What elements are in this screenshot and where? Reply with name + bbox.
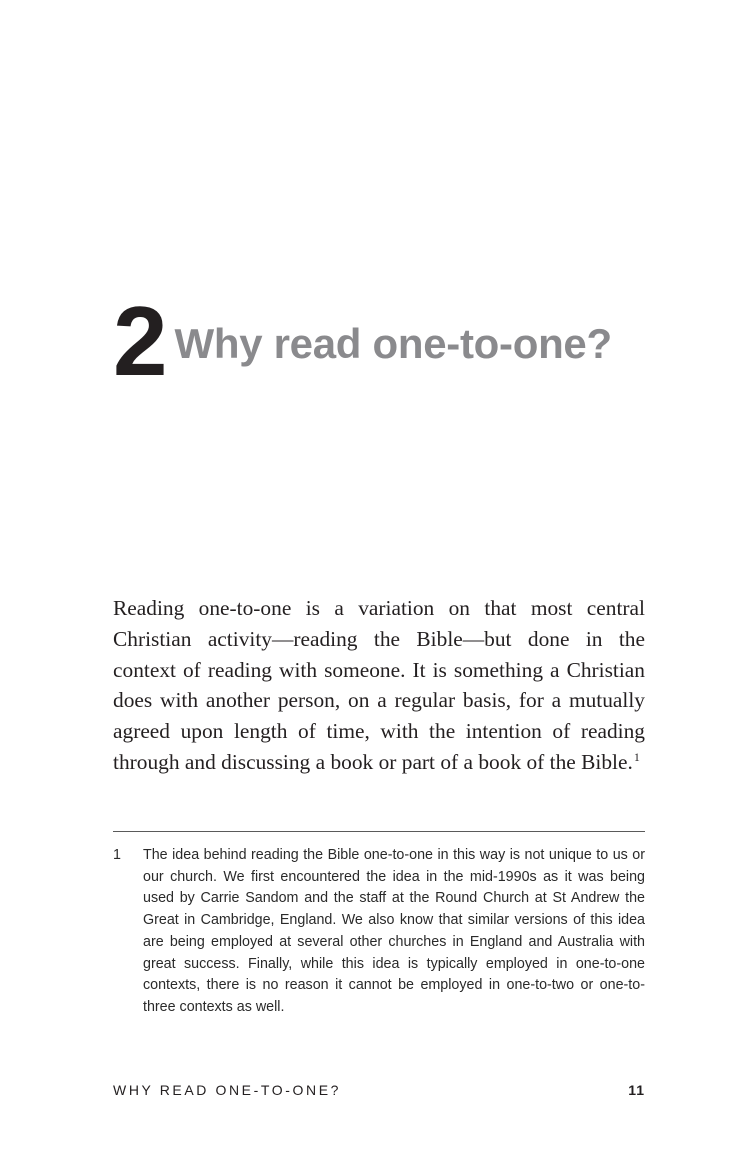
footnote-text: The idea behind reading the Bible one-to-one in this way is not unique to us or our church. We first encountered the idea in the mid-1990s as it was being used by Carrie Sandom and the staff at the Round Church at St Andrew the Great in Cambridge, England. We also know that similar versions of this idea are being employed at several other churches in England and Australia with great success. Finally, while this idea is typically employed in one-to-one contexts, there is no reason it cannot be employed in one-to-two or one-to-three contexts as well. — [143, 847, 645, 1015]
footnote-divider — [113, 831, 645, 832]
footnote-reference[interactable]: 1 — [633, 749, 640, 764]
chapter-number: 2 — [113, 286, 165, 396]
body-paragraph-text: Reading one-to-one is a variation on that most central Christian activity—reading the Bible—but done in the context of reading with someone. It is something a Christian does with another person, on a regular basis, for a mutually agreed upon length of time, with the intention of reading through and discussing a book or part of a book of the Bible. — [113, 596, 645, 774]
running-footer — [113, 1081, 645, 1099]
chapter-title: Why read one-to-one? — [174, 320, 612, 367]
page-number: 11 — [628, 1082, 645, 1098]
body-paragraph — [113, 593, 645, 778]
footnote-number: 1 — [113, 847, 121, 863]
footnote — [113, 845, 645, 1019]
chapter-heading — [113, 286, 612, 396]
running-head: WHY READ ONE-TO-ONE? — [113, 1082, 342, 1098]
